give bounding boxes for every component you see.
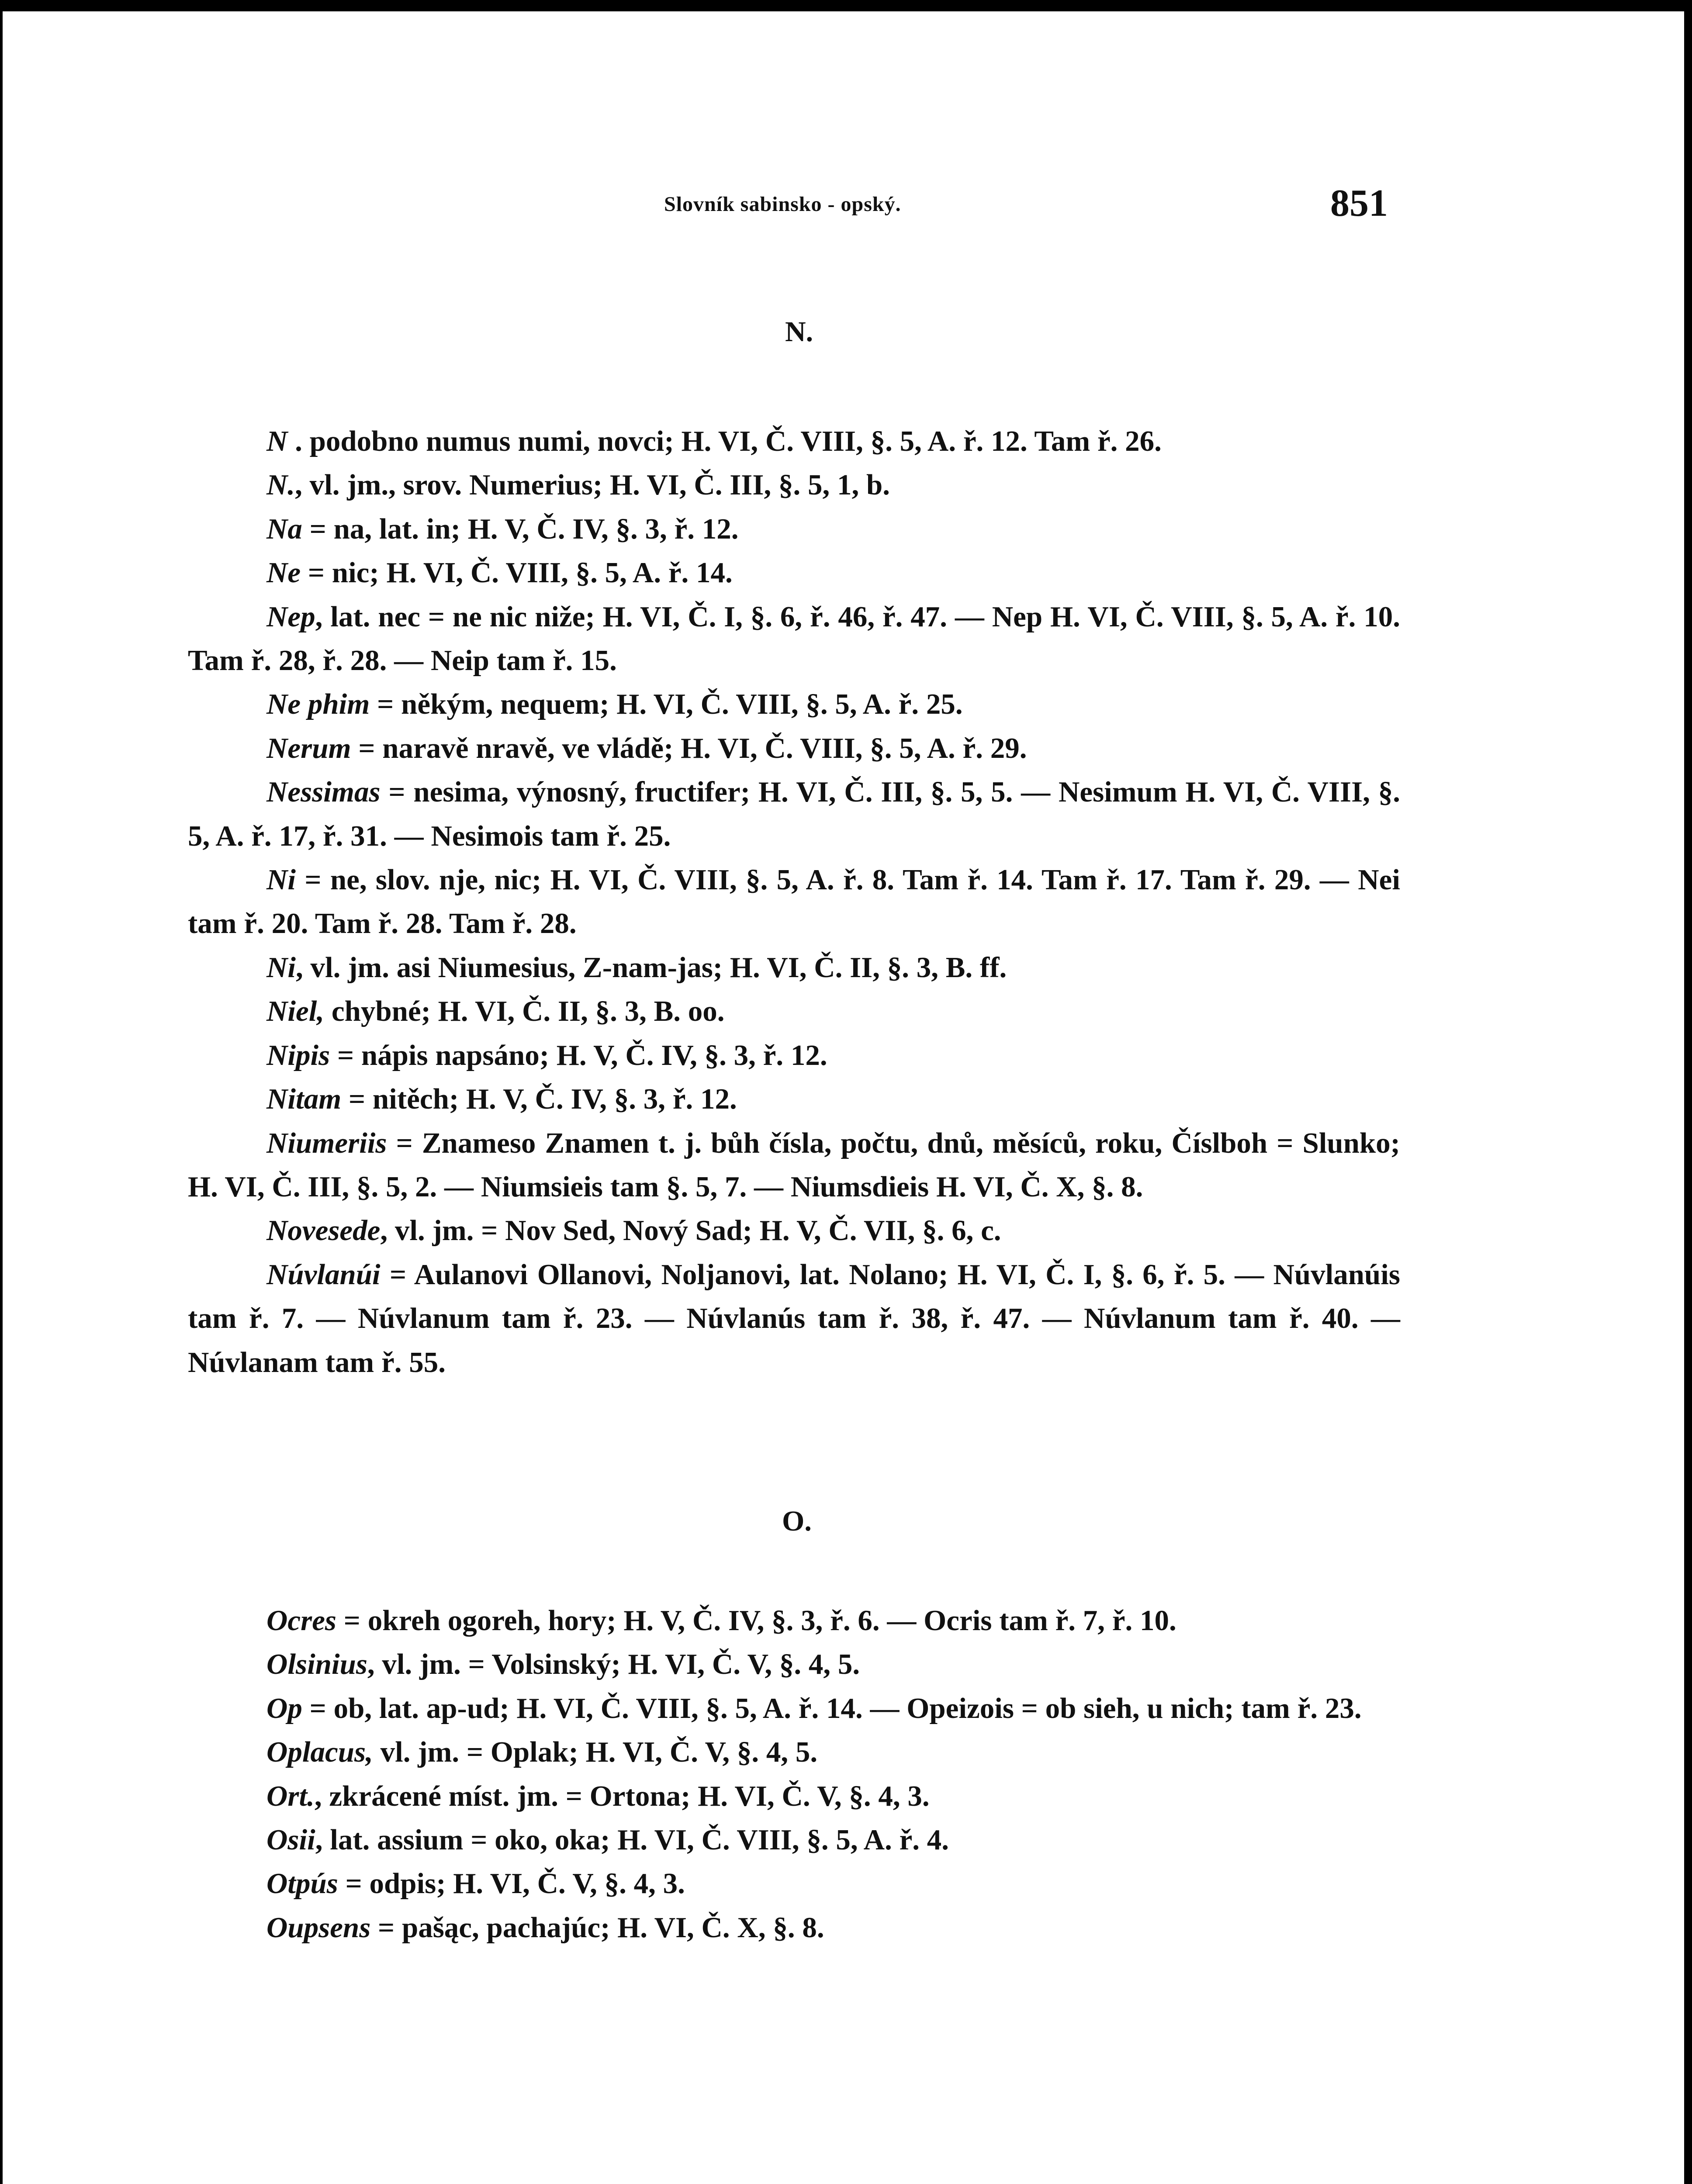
dictionary-entry <box>188 1121 1400 1209</box>
dictionary-entry <box>188 419 1400 463</box>
entry-text: , lat. assium = oko, oka; H. VI, Č. VIII, §. 5, A. ř. 4. <box>315 1824 949 1856</box>
entry-text: , vl. jm. = Nov Sed, Nový Sad; H. V, Č. VII, §. 6, c. <box>380 1214 1001 1247</box>
entry-headword: Niel, <box>266 995 325 1028</box>
section-letter-n: N. <box>785 316 813 348</box>
entry-headword: Ni <box>266 864 296 896</box>
entry-text: = odpis; H. VI, Č. V, §. 4, 3. <box>338 1867 685 1900</box>
entry-text: , vl. jm., srov. Numerius; H. VI, Č. III, §. 5, 1, b. <box>295 469 890 501</box>
dictionary-entry <box>188 858 1400 946</box>
entry-headword: Op <box>266 1692 302 1724</box>
section-n-entries <box>188 419 1400 1384</box>
dictionary-entry <box>188 1686 1400 1730</box>
dictionary-entry <box>188 1253 1400 1384</box>
entry-text: = nápis napsáno; H. V, Č. IV, §. 3, ř. 12. <box>330 1039 827 1071</box>
dictionary-entry <box>188 946 1400 989</box>
entry-headword: Otpús <box>266 1867 338 1900</box>
entry-headword: Núvlanúi <box>266 1258 381 1291</box>
entry-text: , lat. nec = ne nic niže; H. VI, Č. I, §. 6, ř. 46, ř. 47. — Nep H. VI, Č. VIII, §. 5, A. ř. 10. Tam ř. 28, ř. 28. — Neip tam ř. 15. <box>188 600 1400 677</box>
entry-text: = nitěch; H. V, Č. IV, §. 3, ř. 12. <box>341 1083 737 1116</box>
entry-text: , vl. jm. asi Niumesius, Z-nam-jas; H. VI, Č. II, §. 3, B. ff. <box>296 951 1007 984</box>
dictionary-entry <box>188 551 1400 594</box>
entry-text: = naravě nravě, ve vládě; H. VI, Č. VIII, §. 5, A. ř. 29. <box>351 732 1027 764</box>
entry-text: vl. jm. = Oplak; H. VI, Č. V, §. 4, 5. <box>373 1736 818 1769</box>
entry-headword: N <box>266 425 288 457</box>
entry-text: = pašąc, pachajúc; H. VI, Č. X, §. 8. <box>370 1911 824 1944</box>
entry-text: = někým, nequem; H. VI, Č. VIII, §. 5, A. ř. 25. <box>370 688 963 721</box>
entry-headword: Nipis <box>266 1039 330 1071</box>
entry-text: , vl. jm. = Volsinský; H. VI, Č. V, §. 4, 5. <box>367 1648 860 1681</box>
section-letter-o: O. <box>782 1505 812 1537</box>
entry-headword: Olsinius <box>266 1648 367 1681</box>
entry-headword: Nerum <box>266 732 351 764</box>
section-o-entries <box>188 1599 1400 1949</box>
dictionary-entry <box>188 1642 1400 1686</box>
dictionary-entry <box>188 1862 1400 1905</box>
dictionary-entry <box>188 726 1400 770</box>
entry-text: = okreh ogoreh, hory; H. V, Č. IV, §. 3, ř. 6. — Ocris tam ř. 7, ř. 10. <box>336 1604 1176 1637</box>
dictionary-entry <box>188 1730 1400 1774</box>
entry-headword: Nep <box>266 600 315 633</box>
entry-headword: Oplacus, <box>266 1736 373 1769</box>
dictionary-entry <box>188 989 1400 1033</box>
entry-text: = Aulanovi Ollanovi, Noljanovi, lat. Nolano; H. VI, Č. I, §. 6, ř. 5. — Núvlanúis tam ř. 7. — Núvlanum tam ř. 23. — Núvlanús tam ř. 38, ř. 47. — Núvlanum tam ř. 40. — Núvlanam tam ř. 55. <box>188 1258 1400 1379</box>
dictionary-entry <box>188 1033 1400 1077</box>
entry-headword: Nitam <box>266 1083 342 1116</box>
entry-text: chybné; H. VI, Č. II, §. 3, B. oo. <box>324 995 725 1028</box>
entry-text: = nesima, výnosný, fructifer; H. VI, Č. III, §. 5, 5. — Nesimum H. VI, Č. VIII, §. 5, A. ř. 17, ř. 31. — Nesimois tam ř. 25. <box>188 776 1400 852</box>
scan-border-top <box>0 0 1692 11</box>
entry-text: . podobno numus numi, novci; H. VI, Č. VIII, §. 5, A. ř. 12. Tam ř. 26. <box>287 425 1162 457</box>
dictionary-entry <box>188 770 1400 858</box>
entry-headword: Ocres <box>266 1604 337 1637</box>
dictionary-entry <box>188 463 1400 507</box>
dictionary-entry <box>188 1209 1400 1252</box>
entry-headword: Niumeriis <box>266 1127 387 1159</box>
scan-border-right <box>1684 0 1692 2184</box>
entry-text: = ne, slov. nje, nic; H. VI, Č. VIII, §. 5, A. ř. 8. Tam ř. 14. Tam ř. 17. Tam ř. 29. — Nei tam ř. 20. Tam ř. 28. Tam ř. 28. <box>188 864 1400 940</box>
scan-border-left <box>0 0 3 2184</box>
page-number: 851 <box>1330 182 1388 225</box>
entry-headword: Novesede <box>266 1214 381 1247</box>
entry-headword: Oupsens <box>266 1911 371 1944</box>
entry-headword: Ne <box>266 556 301 589</box>
entry-headword: Ne phim <box>266 688 370 721</box>
entry-headword: Osii <box>266 1824 315 1856</box>
dictionary-entry <box>188 682 1400 726</box>
entry-text: = nic; H. VI, Č. VIII, §. 5, A. ř. 14. <box>301 556 733 589</box>
running-title: Slovník sabinsko - opský. <box>664 193 901 216</box>
entry-headword: Ni <box>266 951 296 984</box>
entry-headword: Nessimas <box>266 776 381 809</box>
dictionary-entry <box>188 1599 1400 1642</box>
dictionary-entry <box>188 595 1400 683</box>
dictionary-entry <box>188 507 1400 551</box>
entry-text: = Znameso Znamen t. j. bůh čísla, počtu, dnů, měsíců, roku, Číslboh = Slunko; H. VI, Č. III, §. 5, 2. — Niumsieis tam §. 5, 7. — Niumsdieis H. VI, Č. X, §. 8. <box>188 1127 1400 1203</box>
entry-text: = na, lat. in; H. V, Č. IV, §. 3, ř. 12. <box>302 512 739 545</box>
dictionary-entry <box>188 1077 1400 1121</box>
dictionary-entry <box>188 1818 1400 1862</box>
entry-headword: N. <box>266 469 295 501</box>
entry-headword: Na <box>266 512 302 545</box>
entry-text: , zkrácené míst. jm. = Ortona; H. VI, Č. V, §. 4, 3. <box>314 1780 930 1812</box>
entry-text: = ob, lat. ap-ud; H. VI, Č. VIII, §. 5, A. ř. 14. — Opeizois = ob sieh, u nich; tam ř. 23. <box>302 1692 1362 1724</box>
entry-headword: Ort. <box>266 1780 315 1812</box>
dictionary-entry <box>188 1906 1400 1949</box>
dictionary-entry <box>188 1774 1400 1818</box>
